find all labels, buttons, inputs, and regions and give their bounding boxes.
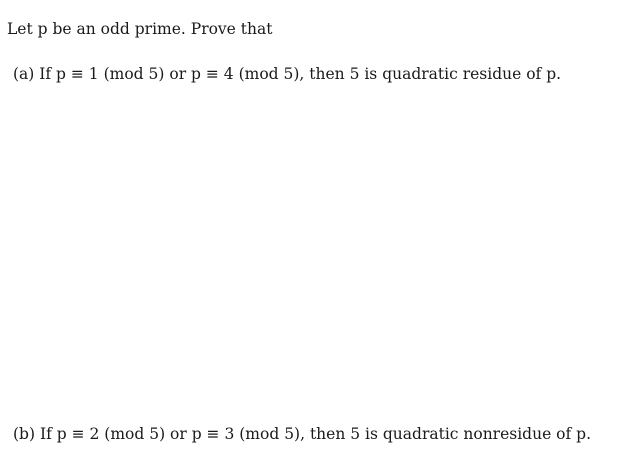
problem-statement: Let p be an odd prime. Prove that xyxy=(7,20,273,38)
part-a-statement: (a) If p ≡ 1 (mod 5) or p ≡ 4 (mod 5), then 5 is quadratic residue of p. xyxy=(13,65,562,83)
part-b-statement: (b) If p ≡ 2 (mod 5) or p ≡ 3 (mod 5), then 5 is quadratic nonresidue of p. xyxy=(13,425,592,443)
